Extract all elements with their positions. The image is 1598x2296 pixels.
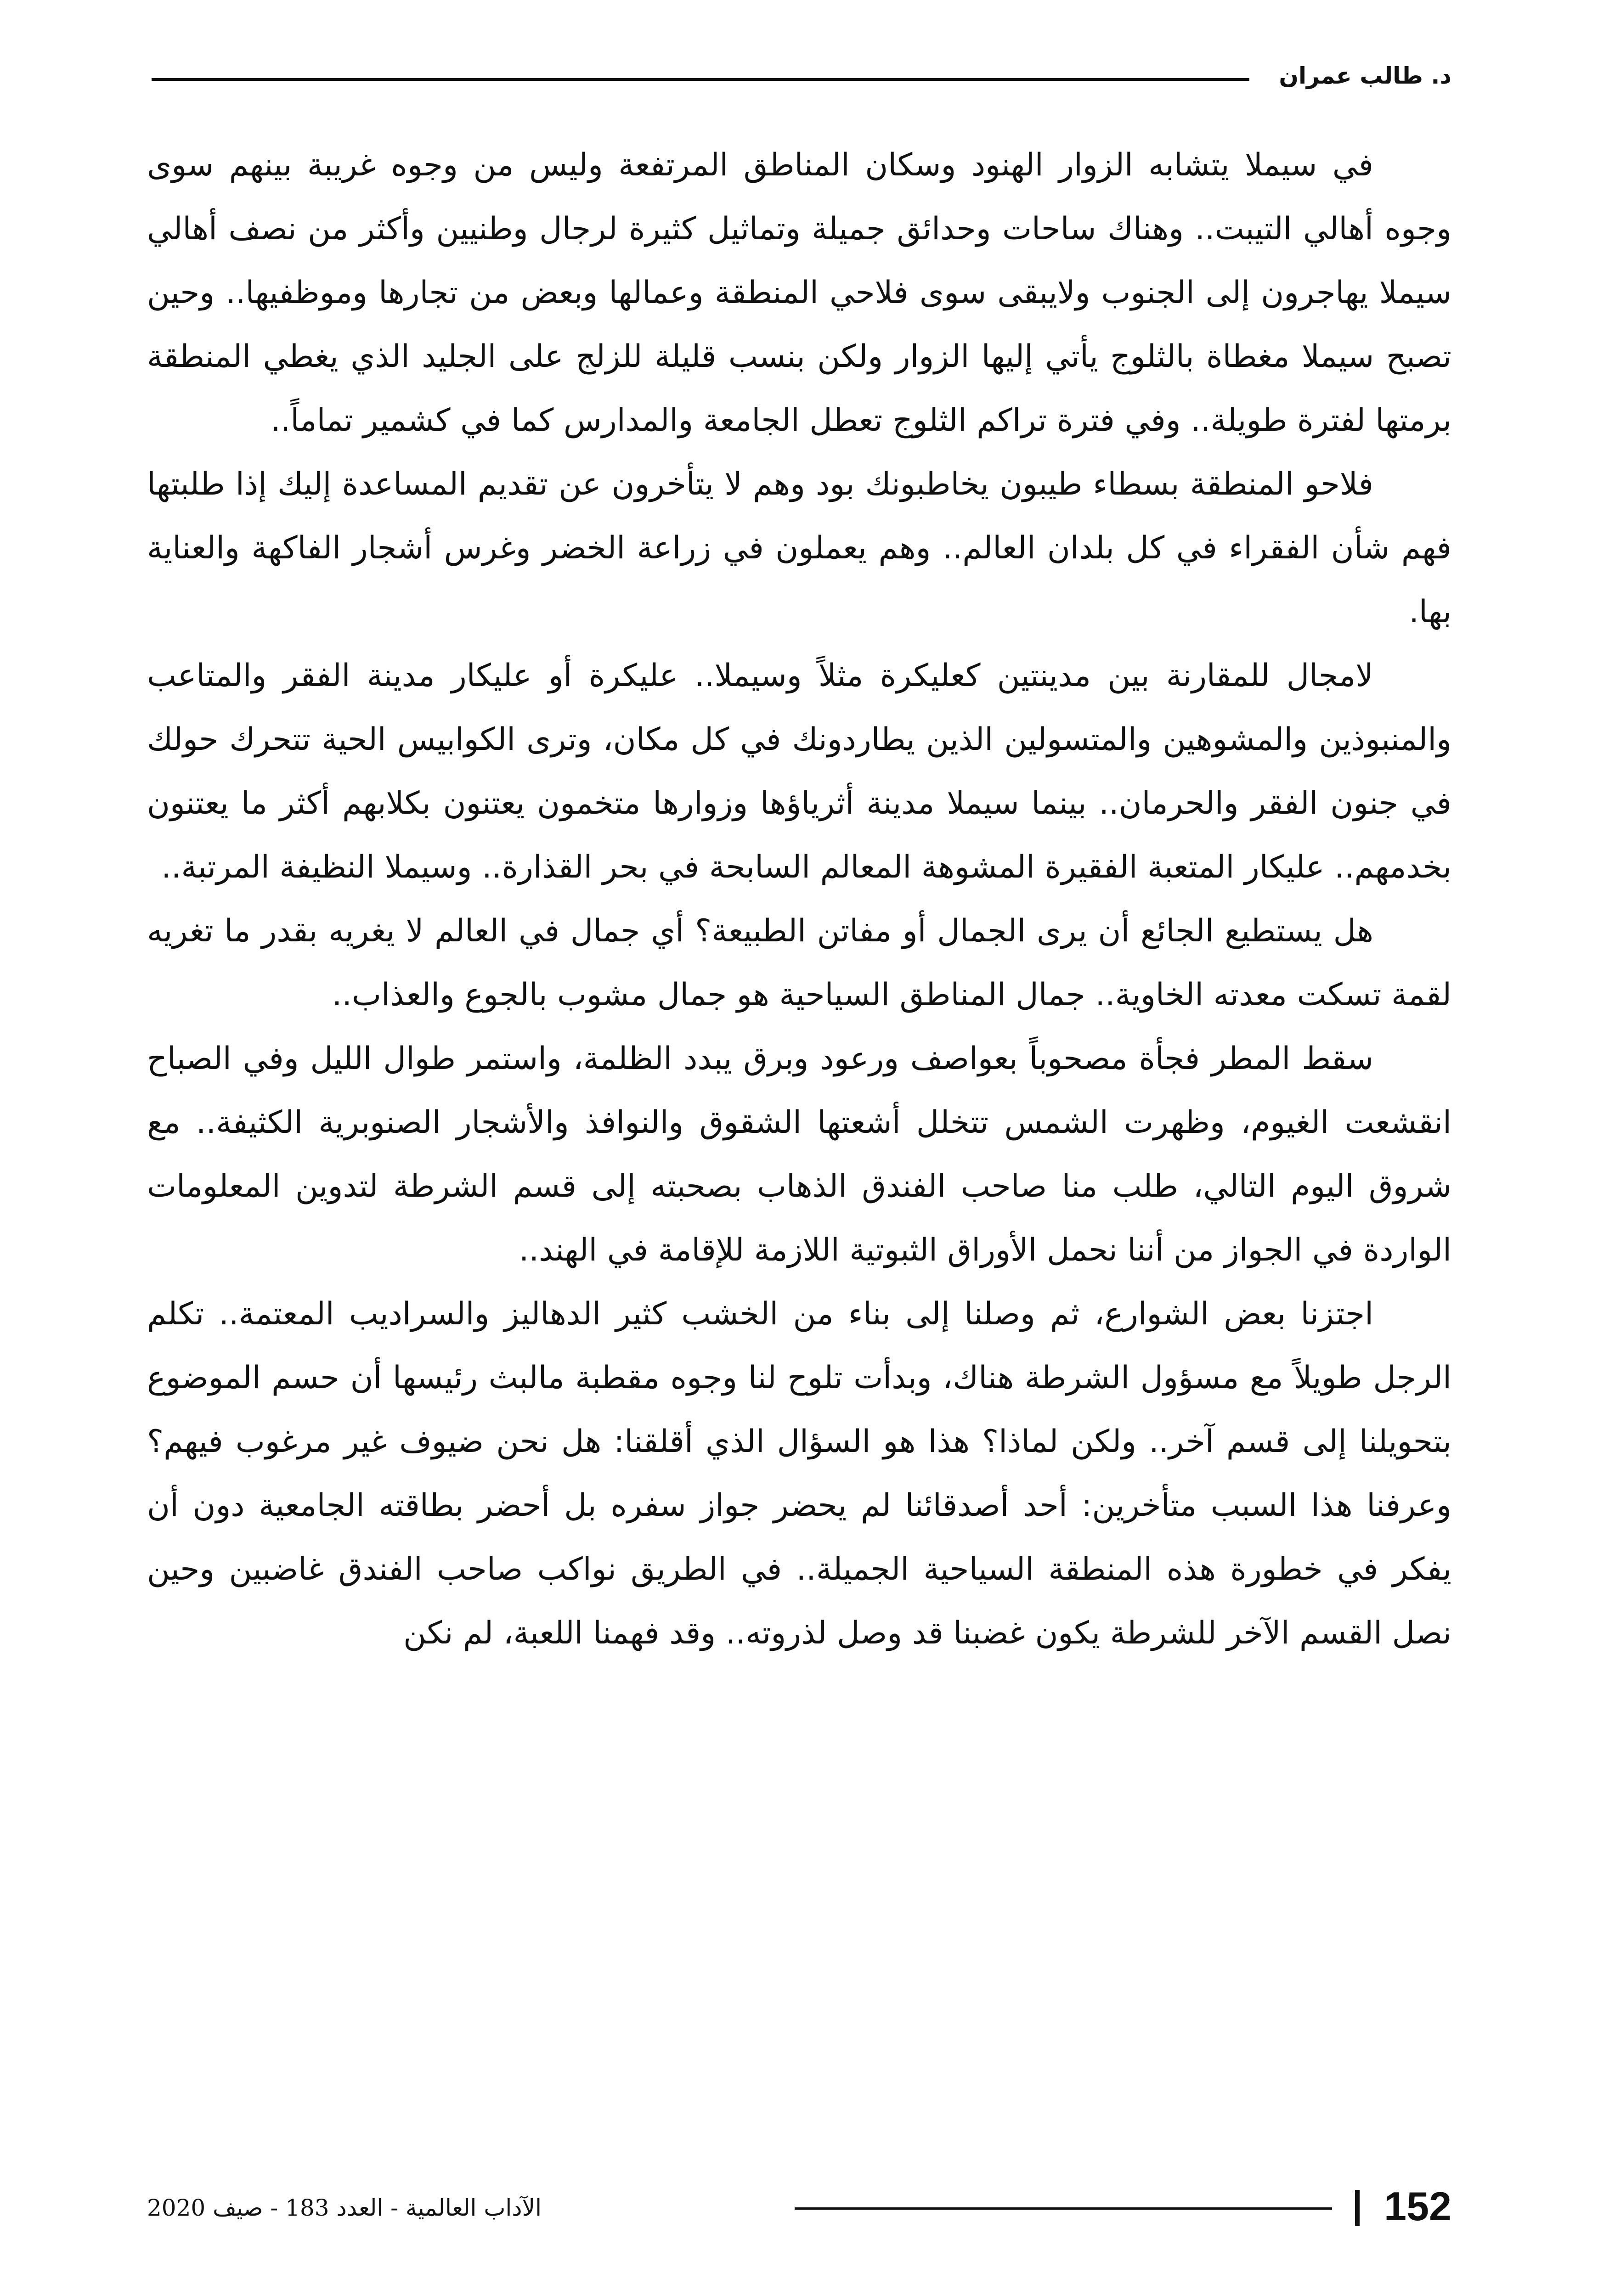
author-name: د. طالب عمران <box>1279 62 1451 89</box>
paragraph: هل يستطيع الجائع أن يرى الجمال أو مفاتن الطبيعة؟ أي جمال في العالم لا يغريه بقدر ما تغريه لقمة تسكت معدته الخاوية.. جمال المناطق السياحية هو جمال مشوب بالجوع والعذاب.. <box>147 913 1451 1013</box>
footer-rule <box>795 2207 1332 2210</box>
page-number: 152 <box>1384 2183 1451 2229</box>
page-footer <box>147 2183 1451 2234</box>
page-number-separator <box>1355 2190 1360 2226</box>
paragraph: فلاحو المنطقة بسطاء طيبون يخاطبونك بود وهم لا يتأخرون عن تقديم المساعدة إليك إذا طلبتها فهم شأن الفقراء في كل بلدان العالم.. وهم يعملون في زراعة الخضر وغرس أشجار الفاكهة والعناية بها. <box>147 466 1451 630</box>
paragraph: سقط المطر فجأة مصحوباً بعواصف ورعود وبرق يبدد الظلمة، واستمر طوال الليل وفي الصباح انقشعت الغيوم، وظهرت الشمس تتخلل أشعتها الشقوق والنوافذ والأشجار الصنوبرية الكثيفة.. مع شروق اليوم التالي، طلب منا صاحب الفندق الذهاب بصحبته إلى قسم الشرطة لتدوين المعلومات الواردة في الجواز من أننا نحمل الأوراق الثبوتية اللازمة للإقامة في الهند.. <box>147 1041 1451 1268</box>
paragraph: اجتزنا بعض الشوارع، ثم وصلنا إلى بناء من الخشب كثير الدهاليز والسراديب المعتمة.. تكلم الرجل طويلاً مع مسؤول الشرطة هناك، وبدأت تلوح لنا وجوه مقطبة مالبث رئيسها أن حسم الموضوع بتحويلنا إلى قسم آخر.. ولكن لماذا؟ هذا هو السؤال الذي أقلقنا: هل نحن ضيوف غير مرغوب فيهم؟ وعرفنا هذا السبب متأخرين: أحد أصدقائنا لم يحضر جواز سفره بل أحضر بطاقته الجامعية دون أن يفكر في خطورة هذه المنطقة السياحية الجميلة.. في الطريق نواكب صاحب الفندق غاضبين وحين نصل القسم الآخر للشرطة يكون غضبنا قد وصل لذروته.. وقد فهمنا اللعبة، لم نكن <box>147 1296 1451 1651</box>
paragraph: لامجال للمقارنة بين مدينتين كعليكرة مثلاً وسيملا.. عليكرة أو عليكار مدينة الفقر والمتاعب والمنبوذين والمشوهين والمتسولين الذين يطاردونك في كل مكان، وترى الكوابيس الحية تتحرك حولك في جنون الفقر والحرمان.. بينما سيملا مدينة أثرياؤها وزوارها متخمون يعتنون بكلابهم أكثر ما يعتنون بخدمهم.. عليكار المتعبة الفقيرة المشوهة المعالم السابحة في بحر القذارة.. وسيملا النظيفة المرتبة.. <box>147 658 1451 885</box>
journal-issue: الآداب العالمية - العدد 183 - صيف 2020 <box>147 2195 542 2221</box>
paragraph: في سيملا يتشابه الزوار الهنود وسكان المناطق المرتفعة وليس من وجوه غريبة بينهم سوى وجوه أهالي التيبت.. وهناك ساحات وحدائق جميلة وتماثيل كثيرة لرجال وطنيين وأكثر من نصف أهالي سيملا يهاجرون إلى الجنوب ولايبقى سوى فلاحي المنطقة وعمالها وبعض من تجارها وموظفيها.. وحين تصبح سيملا مغطاة بالثلوج يأتي إليها الزوار ولكن بنسب قليلة للزلج على الجليد الذي يغطي المنطقة برمتها لفترة طويلة.. وفي فترة تراكم الثلوج تعطل الجامعة والمدارس كما في كشمير تماماً.. <box>147 147 1451 439</box>
running-header <box>152 55 1451 106</box>
article-body <box>147 133 1451 1665</box>
header-rule <box>152 78 1249 81</box>
